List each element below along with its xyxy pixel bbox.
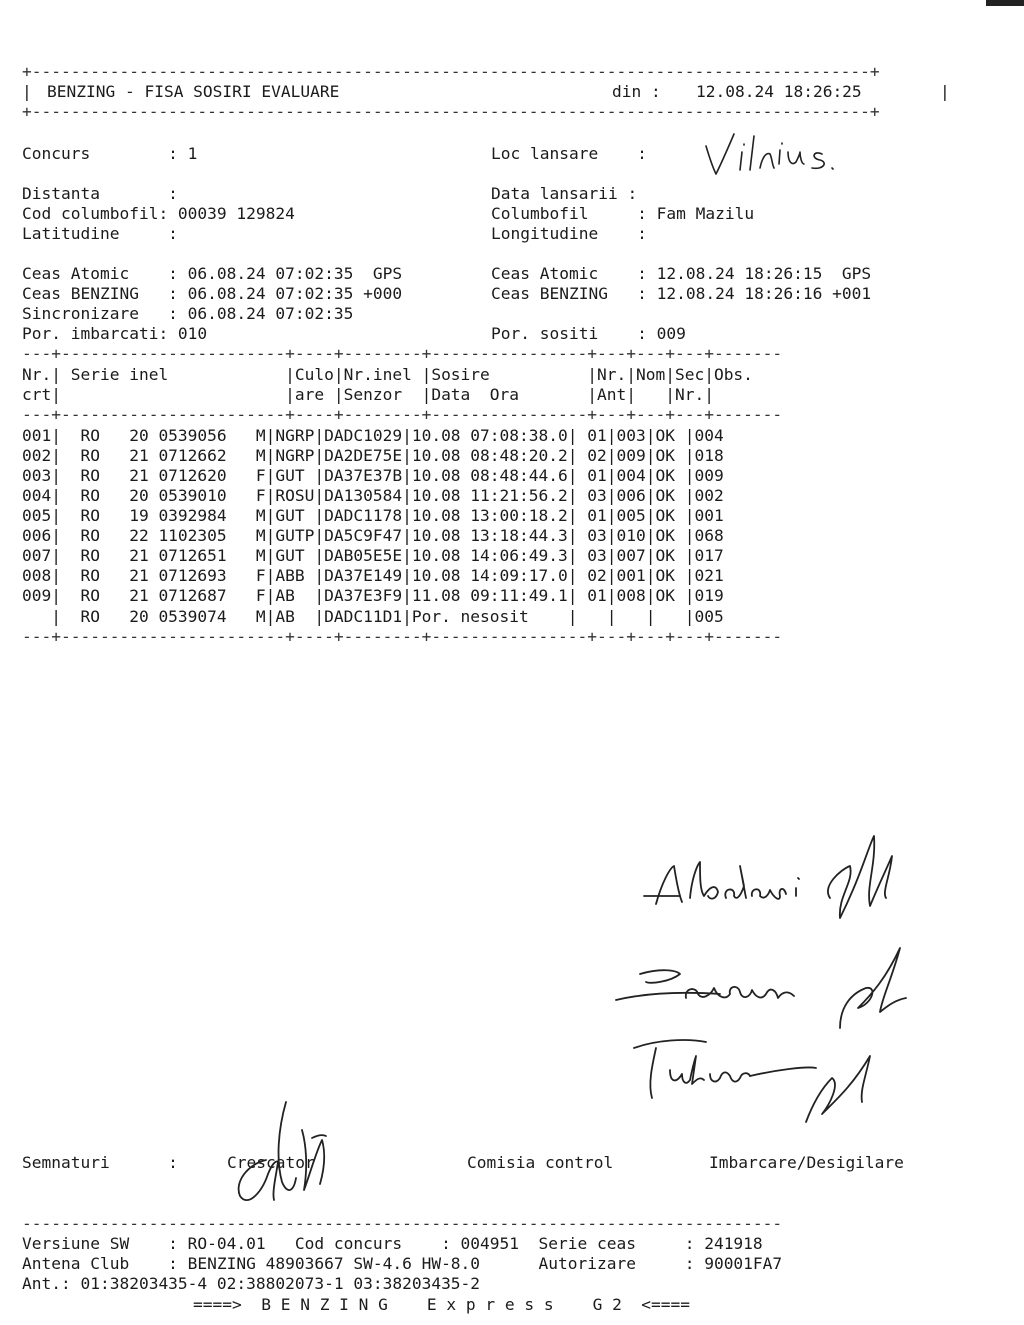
header-title: BENZING - FISA SOSIRI EVALUARE (47, 82, 340, 101)
signature-crescator (226, 1100, 346, 1210)
ceas-benzing-start: Ceas BENZING : 06.08.24 07:02:35 +000 (22, 284, 403, 303)
table-header-line1: Nr.| Serie inel |Culo|Nr.inel |Sosire |Nr.|Nom|Sec|Obs. (22, 365, 753, 384)
longitudine-field: Longitudine : (491, 224, 647, 243)
footer-banner: ====> B E N Z I N G E x p r e s s G 2 <==== (193, 1295, 691, 1314)
latitudine-field: Latitudine : (22, 224, 178, 243)
scan-edge-mark (986, 0, 1024, 6)
header-date: 12.08.24 18:26:25 (696, 82, 862, 101)
table-row: 005| RO 19 0392984 M|GUT |DADC1178|10.08 13:00:18.2| 01|005|OK |001 (22, 506, 724, 525)
table-row: 008| RO 21 0712693 F|ABB |DA37E149|10.08 14:09:17.0| 02|001|OK |021 (22, 566, 724, 585)
comisia-control-label: Comisia control (467, 1153, 614, 1172)
ceas-atomic-start: Ceas Atomic : 06.08.24 07:02:35 GPS (22, 264, 403, 283)
semnaturi-label: Semnaturi : (22, 1153, 178, 1172)
signature-commission-3 (626, 1026, 916, 1126)
table-row: 006| RO 22 1102305 M|GUTP|DA5C9F47|10.08 13:18:44.3| 03|010|OK |068 (22, 526, 724, 545)
distanta-field: Distanta : (22, 184, 178, 203)
ceas-benzing-end: Ceas BENZING : 12.08.24 18:26:16 +001 (491, 284, 872, 303)
concurs-field: Concurs : 1 (22, 144, 198, 163)
footer-line-versiune: Versiune SW : RO-04.01 Cod concurs : 004951 Serie ceas : 241918 (22, 1234, 763, 1253)
table-header-line2: crt| |are |Senzor |Data Ora |Ant| |Nr.| (22, 385, 714, 404)
data-lansarii-field: Data lansarii : (491, 184, 638, 203)
table-row: 003| RO 21 0712620 F|GUT |DA37E37B|10.08 08:48:44.6| 01|004|OK |009 (22, 466, 724, 485)
table-row: 007| RO 21 0712651 M|GUT |DAB05E5E|10.08 14:06:49.3| 03|007|OK |017 (22, 546, 724, 565)
table-row: 002| RO 21 0712662 M|NGRP|DA2DE75E|10.08 08:48:20.2| 02|009|OK |018 (22, 446, 724, 465)
signature-commission-1 (640, 826, 910, 936)
header-border-top: +--------------------------------------------------------------------------------------+ (22, 62, 880, 81)
header-border-right: | (940, 82, 950, 101)
table-row-missing: | RO 20 0539074 M|AB |DADC11D1|Por. nesosit | | | |005 (22, 607, 724, 626)
header-border-left: | (22, 82, 32, 101)
table-header-divider: ---+-----------------------+----+--------+----------------+---+---+---+------- (22, 405, 783, 424)
por-imbarcati-field: Por. imbarcati: 010 (22, 324, 208, 343)
header-border-bottom: +--------------------------------------------------------------------------------------+ (22, 102, 880, 121)
columbofil-field: Columbofil : Fam Mazilu (491, 204, 755, 223)
ceas-atomic-end: Ceas Atomic : 12.08.24 18:26:15 GPS (491, 264, 872, 283)
crescator-label: Crescator (227, 1153, 315, 1172)
table-border-top: ---+-----------------------+----+--------+----------------+---+---+---+------- (22, 344, 783, 363)
imbarcare-desigilare-label: Imbarcare/Desigilare (709, 1153, 904, 1172)
table-row: 004| RO 20 0539010 F|ROSU|DA130584|10.08 11:21:56.2| 03|006|OK |002 (22, 486, 724, 505)
sincronizare-field: Sincronizare : 06.08.24 07:02:35 (22, 304, 354, 323)
por-sositi-field: Por. sositi : 009 (491, 324, 686, 343)
footer-line-antena: Antena Club : BENZING 48903667 SW-4.6 HW-8.0 Autorizare : 90001FA7 (22, 1254, 783, 1273)
footer-line-ant: Ant.: 01:38203435-4 02:38802073-1 03:38203435-2 (22, 1274, 481, 1293)
footer-divider: ------------------------------------------------------------------------------ (22, 1214, 783, 1233)
table-row: 001| RO 20 0539056 M|NGRP|DADC1029|10.08 07:08:38.0| 01|003|OK |004 (22, 426, 724, 445)
signature-commission-2 (610, 938, 920, 1038)
table-border-bottom: ---+-----------------------+----+--------+----------------+---+---+---+------- (22, 627, 783, 646)
loc-lansare-label: Loc lansare : (491, 144, 647, 163)
cod-columbofil-field: Cod columbofil: 00039 129824 (22, 204, 295, 223)
table-row: 009| RO 21 0712687 F|AB |DA37E3F9|11.08 09:11:49.1| 01|008|OK |019 (22, 586, 724, 605)
header-din-label: din : (612, 82, 661, 101)
loc-lansare-handwriting (700, 128, 850, 182)
